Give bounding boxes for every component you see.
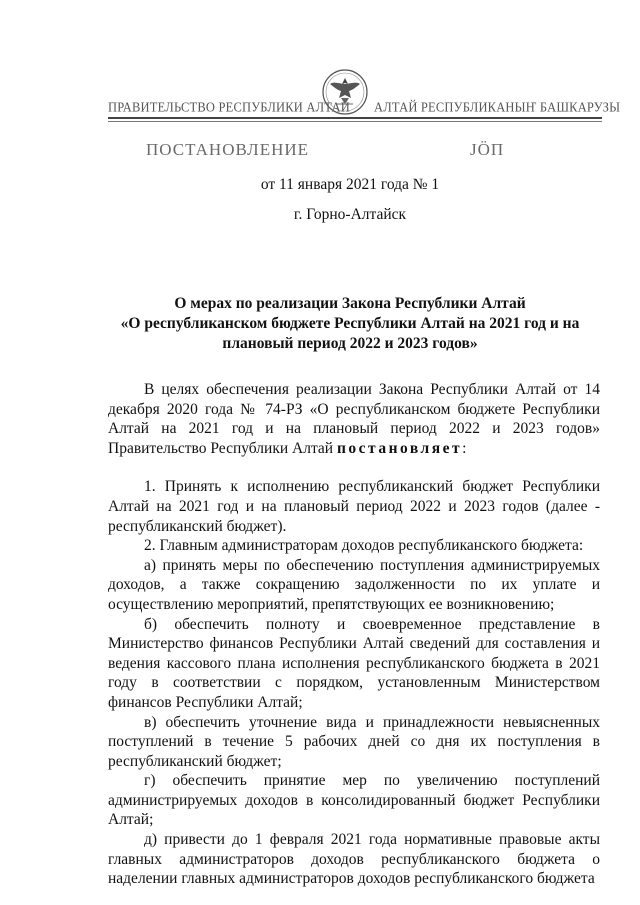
paragraph-2a: а) принять меры по обеспечению поступления администрируемых доходов, а также сокращению задолженности по их уплате и осуществлению мероприятий, препятствующих ее возникновению; — [108, 556, 600, 613]
header-divider — [108, 117, 602, 119]
government-name-altai: АЛТАЙ РЕСПУБЛИКАНЫҤ БАШКАРУЗЫ — [374, 99, 621, 115]
doc-type-altai: JÖП — [470, 140, 505, 159]
document-body — [108, 380, 600, 889]
paragraph-2b: б) обеспечить полноту и своевременное представление в Министерство финансов Республики Алтай сведений для составления и ведения кассового плана исполнения республиканского бюджета в 2021 году в соответствии с порядком, установленным Министерством финансов Республики Алтай; — [108, 615, 600, 711]
document-title — [100, 294, 600, 354]
preamble-paragraph — [108, 380, 600, 458]
document-date: от 11 января 2021 года № 1 — [260, 176, 440, 193]
decree-word: постановляет — [336, 439, 463, 457]
paragraph-2e: д) привести до 1 февраля 2021 года нормативные правовые акты главных администраторов доходов республиканского бюджета о наделении главных администраторов доходов республиканского бюджета — [108, 831, 600, 888]
title-line-3: плановый период 2022 и 2023 годов» — [222, 335, 478, 352]
paragraph-1: 1. Принять к исполнению республиканский бюджет Республики Алтай на 2021 год и на плановый период 2022 и 2023 годов (далее - республиканский бюджет). — [108, 478, 600, 535]
document-city: г. Горно-Алтайск — [293, 206, 407, 223]
paragraph-2c: в) обеспечить уточнение вида и принадлежности невыясненных поступлений в течение 5 рабочих дней со дня их поступления в республиканский бюджет; — [108, 713, 600, 770]
preamble-text: В целях обеспечения реализации Закона Республики Алтай от 14 декабря 2020 года № 74-РЗ «О республиканском бюджете Республики Алтай на 2021 год и на плановый период 2022 и 2023 годов» Правительство Республики Алтай — [108, 381, 600, 457]
government-name-ru: ПРАВИТЕЛЬСТВО РЕСПУБЛИКИ АЛТАЙ — [108, 99, 350, 115]
preamble-end: : — [462, 439, 467, 457]
title-line-2: «О республиканском бюджете Республики Алтай на 2021 год и на — [120, 315, 580, 332]
header-divider-thin — [108, 121, 602, 122]
doc-type-ru: ПОСТАНОВЛЕНИЕ — [146, 140, 310, 159]
paragraph-2: 2. Главным администраторам доходов республиканского бюджета: — [144, 537, 584, 555]
title-line-1: О мерах по реализации Закона Республики Алтай — [174, 295, 526, 312]
paragraph-2d: г) обеспечить принятие мер по увеличению поступлений администрируемых доходов в консолидированный бюджет Республики Алтай; — [108, 772, 600, 829]
